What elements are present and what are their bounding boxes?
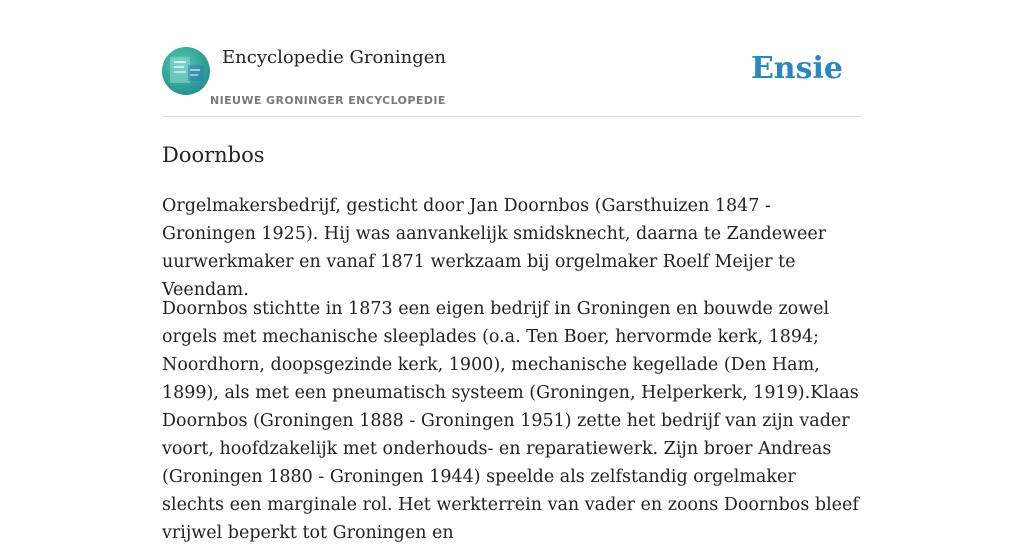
encyclopedia-logo-icon[interactable] [162,47,210,95]
article-paragraph: Orgelmakersbedrijf, gesticht door Jan Doornbos (Garsthuizen 1847 - Groningen 1925). Hij was aanvankelijk smidsknecht, daarna te Zandeweer uurwerkmaker en vanaf 1871 werkzaam bij orgelmaker Roelf Meijer te Veendam. [162,196,827,300]
ensie-brand-logo[interactable]: Ensie [750,51,843,86]
logo-graphic [162,47,210,95]
site-subtitle: NIEUWE GRONINGER ENCYCLOPEDIE [210,94,446,107]
site-header [162,0,862,117]
article-title: Doornbos [162,143,265,167]
page-container [162,0,862,543]
site-title[interactable]: Encyclopedie Groningen [222,47,447,68]
article-paragraph: Doornbos stichtte in 1873 een eigen bedrijf in Groningen en bouwde zowel orgels met mechanische sleeplades (o.a. Ten Boer, hervormde kerk, 1894; Noordhorn, doopsgezinde kerk, 1900), mechanische kegellade (Den Ham, 1899), als met een pneumatisch systeem (Groningen, Helperkerk, 1919).Klaas Doornbos (Groningen 1888 - Groningen 1951) zette het bedrijf van zijn vader voort, hoofdzakelijk met onderhouds- en reparatiewerk. Zijn broer Andreas (Groningen 1880 - Groningen 1944) speelde als zelfstandig orgelmaker slechts een marginale rol. Het werkterrein van vader en zoons Doornbos bleef vrijwel beperkt tot Groningen en [162,299,859,543]
